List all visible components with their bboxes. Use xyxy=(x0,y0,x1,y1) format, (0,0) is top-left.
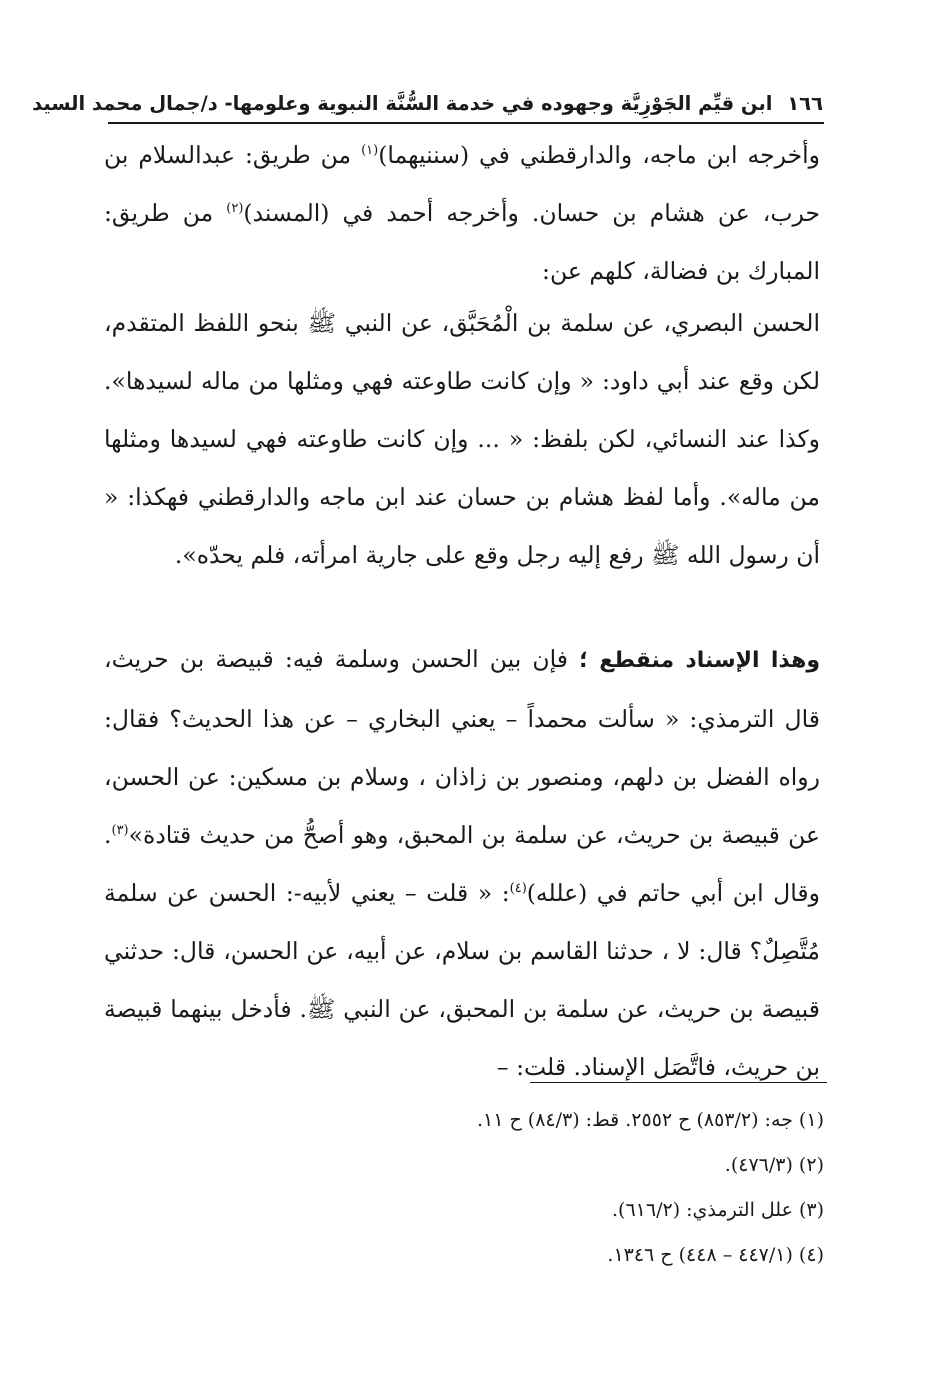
footnote-ref-4: (٤) xyxy=(509,881,527,897)
paragraph-1 xyxy=(104,126,820,300)
paragraph-2 xyxy=(104,294,820,584)
header-title: ابن قيِّم الجَوْزِيَّة وجهوده في خدمة السُّنَّة النبوية وعلومها- د/جمال محمد السيد xyxy=(32,92,773,115)
paragraph-1-text-3: من طريق: المبارك بن فضالة، كلهم عن: xyxy=(104,199,820,285)
footnotes xyxy=(330,1098,824,1278)
paragraph-1-text-1: وأخرجه ابن ماجه، والدارقطني في (سننيهما) xyxy=(378,141,821,169)
page-number: ١٦٦ xyxy=(787,92,823,115)
paragraph-3-text-3: : « قلت – يعني لأبيه-: الحسن عن سلمة مُتَّصِلٌ؟ قال: لا ، حدثنا القاسم بن سلام، عن أبيه، عن الحسن، قال: حدثني قبيصة بن حريث، عن سلمة بن المحبق، عن النبي ﷺ. فأدخل بينهما قبيصة بن حريث، فاتَّصَل الإسناد. قلت: – xyxy=(104,879,820,1081)
paragraph-2-text: الحسن البصري، عن سلمة بن الْمُحَبَّق، عن النبي ﷺ بنحو اللفظ المتقدم، لكن وقع عند أبي داود: « وإن كانت طاوعته فهي ومثلها من ماله لسيدها». وكذا عند النسائي، لكن بلفظ: « ... وإن كانت طاوعته فهي لسيدها ومثلها من ماله». وأما لفظ هشام بن حسان عند ابن ماجه والدارقطني فهكذا: « أن رسول الله ﷺ رفع إليه رجل وقع على جارية امرأته، فلم يحدّه». xyxy=(104,309,820,569)
footnote-ref-2: (٢) xyxy=(226,201,244,217)
footnote-4: (٤) (٤٤٧/١ – ٤٤٨) ح ١٣٤٦. xyxy=(607,1244,824,1266)
footnote-1: (١) جه: (٨٥٣/٢) ح ٢٥٥٢. قط: (٨٤/٣) ح ١١. xyxy=(476,1109,824,1131)
footnote-separator xyxy=(530,1082,827,1083)
paragraph-3-text-2: . وقال ابن أبي حاتم في (علله) xyxy=(104,821,820,907)
running-header xyxy=(32,86,823,122)
paragraph-3-text-1: فإن بين الحسن وسلمة فيه: قبيصة بن حريث، قال الترمذي: « سألت محمداً – يعني البخاري – عن هذا الحديث؟ فقال: رواه الفضل بن دلهم، ومنصور بن زاذان ، وسلام بن مسكين: عن الحسن، عن قبيصة بن حريث، عن سلمة بن المحبق، وهو أصحُّ من حديث قتادة» xyxy=(104,645,820,849)
footnote-ref-3: (٣) xyxy=(111,823,129,839)
footnote-3: (٣) علل الترمذي: (٦١٦/٢). xyxy=(612,1199,824,1221)
paragraph-3-lead: وهذا الإسناد منقطع ؛ xyxy=(579,648,820,673)
paragraph-3 xyxy=(104,630,820,1096)
paragraph-1-text-2: من طريق: عبدالسلام بن حرب، عن هشام بن حسان. وأخرجه أحمد في (المسند) xyxy=(104,141,820,227)
footnote-ref-1: (١) xyxy=(361,143,379,159)
footnote-2: (٢) (٤٧٦/٣). xyxy=(724,1154,824,1176)
header-rule xyxy=(108,122,824,124)
